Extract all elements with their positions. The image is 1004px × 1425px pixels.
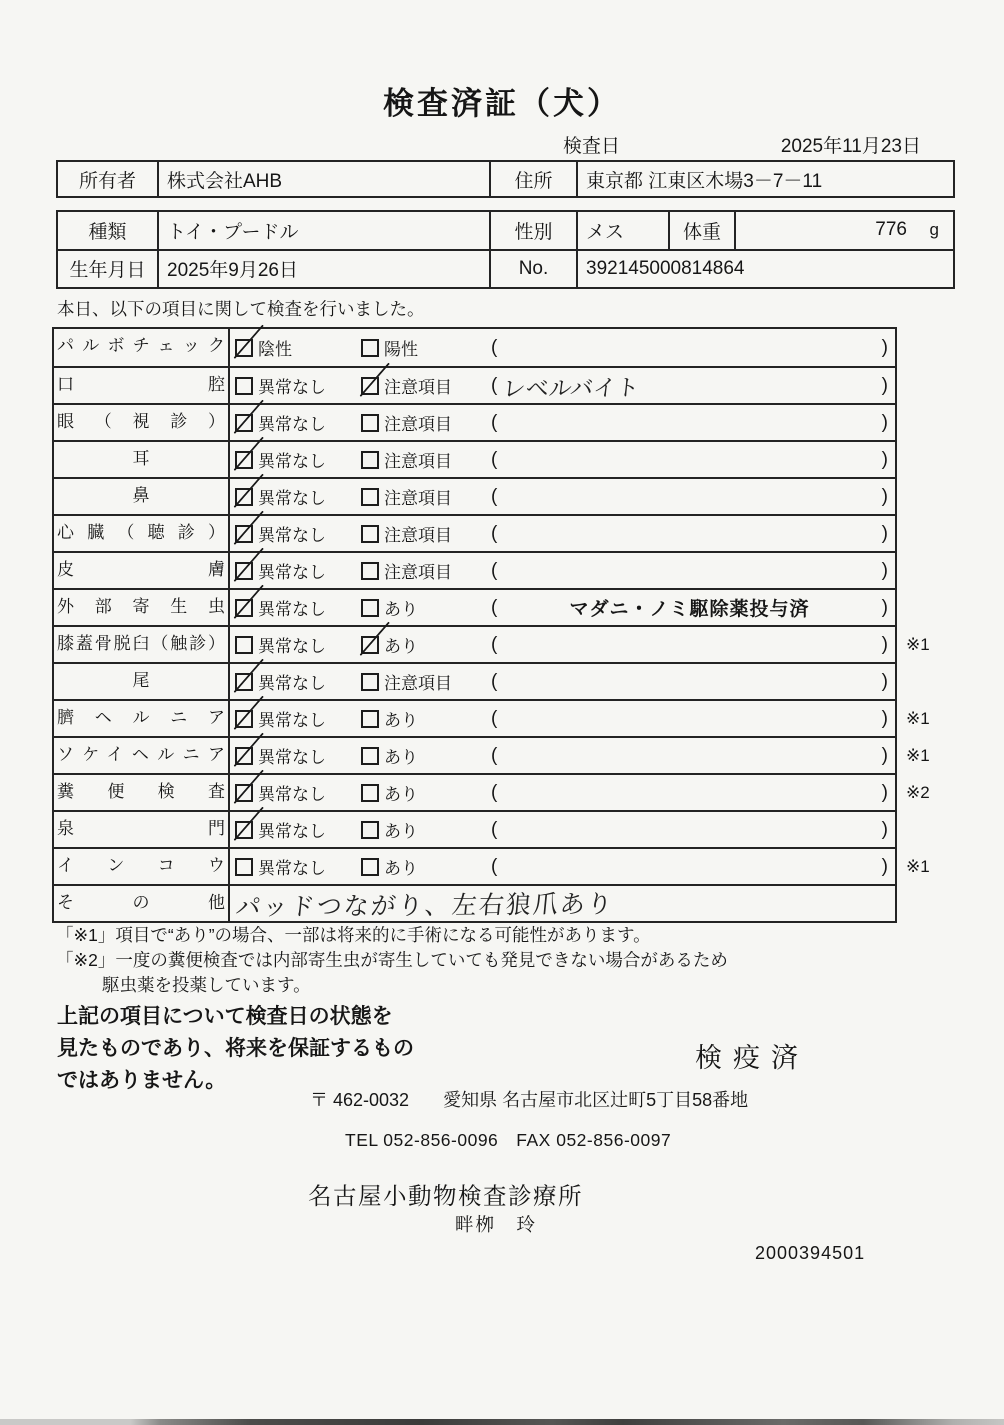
checkbox-empty-icon bbox=[361, 525, 379, 543]
option-label: 異常なし bbox=[258, 452, 326, 471]
row-label: 鼻 bbox=[54, 479, 230, 514]
option-label: 陽性 bbox=[384, 340, 418, 359]
option-label: 注意項目 bbox=[384, 452, 452, 471]
paren-open: ( bbox=[491, 818, 498, 840]
paren-open: ( bbox=[491, 744, 498, 766]
option bbox=[235, 817, 361, 842]
no-label: No. bbox=[489, 251, 576, 288]
paren-open: ( bbox=[491, 485, 498, 507]
row-content bbox=[230, 442, 895, 477]
paren-close: ) bbox=[881, 559, 888, 581]
option-label: 陰性 bbox=[258, 340, 292, 359]
footnote-2b: 駆虫薬を投薬しています。 bbox=[102, 974, 311, 995]
option bbox=[361, 854, 491, 879]
check-row bbox=[54, 736, 930, 773]
row-label: パルボチェック bbox=[54, 329, 230, 366]
checkbox-checked-icon bbox=[235, 747, 253, 765]
option bbox=[235, 743, 361, 768]
option-label: 異常なし bbox=[258, 378, 326, 397]
option-label: 異常なし bbox=[258, 748, 326, 767]
option-label: あり bbox=[384, 785, 418, 804]
option-label: あり bbox=[384, 637, 418, 656]
issuer-address bbox=[310, 1086, 748, 1112]
paren-open: ( bbox=[491, 336, 498, 358]
paren-open: ( bbox=[491, 633, 498, 655]
option-label: 注意項目 bbox=[384, 526, 452, 545]
check-row bbox=[54, 810, 895, 847]
row-ref-mark: ※2 bbox=[906, 782, 930, 802]
check-row bbox=[54, 588, 895, 625]
paren-open: ( bbox=[491, 707, 498, 729]
option bbox=[361, 817, 491, 842]
check-row bbox=[54, 514, 895, 551]
row-label: 心臓（聴診） bbox=[54, 516, 230, 551]
checkbox-checked-icon bbox=[235, 414, 253, 432]
owner-value: 株式会社AHB bbox=[157, 162, 489, 196]
paren-open: ( bbox=[491, 374, 498, 396]
check-row bbox=[54, 884, 895, 921]
paren-close: ) bbox=[881, 707, 888, 729]
option-label: 注意項目 bbox=[384, 378, 452, 397]
option bbox=[235, 632, 361, 657]
checkbox-empty-icon bbox=[361, 599, 379, 617]
quarantine-stamp: 検疫済 bbox=[695, 1043, 809, 1073]
paren-close: ) bbox=[881, 411, 888, 433]
row-label: 眼（視診） bbox=[54, 405, 230, 440]
statement-line: ではありません。 bbox=[57, 1068, 227, 1092]
option-label: 注意項目 bbox=[384, 674, 452, 693]
paren-open: ( bbox=[491, 596, 498, 618]
option bbox=[361, 706, 491, 731]
checkbox-empty-icon bbox=[361, 673, 379, 691]
option bbox=[235, 484, 361, 509]
option bbox=[361, 410, 491, 435]
option-label: 異常なし bbox=[258, 563, 326, 582]
option bbox=[235, 595, 361, 620]
option bbox=[235, 521, 361, 546]
row-label: 膝蓋骨脱臼（触診） bbox=[54, 627, 230, 662]
option-label: 異常なし bbox=[258, 674, 326, 693]
checkbox-empty-icon bbox=[235, 636, 253, 654]
option-label: 異常なし bbox=[258, 859, 326, 878]
footnotes bbox=[56, 923, 728, 998]
paren-open: ( bbox=[491, 411, 498, 433]
row-content bbox=[230, 329, 895, 366]
option bbox=[361, 743, 491, 768]
option bbox=[361, 447, 491, 472]
page-title: 検査済証（犬） bbox=[383, 86, 621, 121]
row-content bbox=[230, 627, 895, 662]
clinic-name: 名古屋小動物検査診療所 bbox=[308, 1183, 583, 1209]
checkbox-empty-icon bbox=[361, 747, 379, 765]
footnote-2: 「※2」一度の糞便検査では内部寄生虫が寄生していても発見できない場合があるため bbox=[56, 949, 728, 970]
option bbox=[235, 335, 361, 360]
checkbox-checked-icon bbox=[235, 673, 253, 691]
address-value: 東京都 江東区木場3－7－11 bbox=[576, 162, 953, 196]
row-other-note bbox=[230, 886, 895, 921]
row-content bbox=[230, 553, 895, 588]
option bbox=[361, 558, 491, 583]
row-label: 口腔 bbox=[54, 368, 230, 403]
option bbox=[235, 447, 361, 472]
paren-close: ) bbox=[881, 855, 888, 877]
row-content bbox=[230, 738, 895, 773]
no-value: 392145000814864 bbox=[576, 251, 953, 288]
option bbox=[361, 373, 491, 398]
option bbox=[361, 632, 491, 657]
address-label: 住所 bbox=[489, 162, 576, 196]
breed-label: 種類 bbox=[88, 221, 127, 243]
row-label: 外部寄生虫 bbox=[54, 590, 230, 625]
exam-date-row bbox=[0, 131, 1004, 157]
row-label: 糞便検査 bbox=[54, 775, 230, 810]
paren-close: ) bbox=[881, 448, 888, 470]
row-content bbox=[230, 812, 895, 847]
checkbox-checked-icon bbox=[235, 710, 253, 728]
check-row bbox=[54, 625, 930, 662]
exam-date-value: 2025年11月23日 bbox=[780, 136, 921, 157]
checkbox-empty-icon bbox=[361, 451, 379, 469]
paren-close: ) bbox=[881, 336, 888, 358]
checkbox-empty-icon bbox=[361, 710, 379, 728]
option-label: 異常なし bbox=[258, 637, 326, 656]
checkbox-empty-icon bbox=[235, 858, 253, 876]
check-row bbox=[54, 329, 895, 366]
checkbox-empty-icon bbox=[361, 821, 379, 839]
paren-open: ( bbox=[491, 522, 498, 544]
weight-number: 776 bbox=[875, 219, 907, 241]
checklist-table bbox=[52, 327, 930, 923]
animal-table bbox=[56, 210, 955, 289]
option bbox=[361, 484, 491, 509]
option bbox=[235, 706, 361, 731]
option bbox=[361, 780, 491, 805]
row-content bbox=[230, 516, 895, 551]
row-label: 尾 bbox=[54, 664, 230, 699]
checkbox-checked-icon bbox=[235, 784, 253, 802]
paren-close: ) bbox=[881, 485, 888, 507]
paren-open: ( bbox=[491, 448, 498, 470]
postal-code: 〒 462-0032 bbox=[310, 1090, 410, 1110]
checkbox-empty-icon bbox=[361, 858, 379, 876]
option-label: 異常なし bbox=[258, 489, 326, 508]
row-label: 泉門 bbox=[54, 812, 230, 847]
option bbox=[235, 410, 361, 435]
option-label: 異常なし bbox=[258, 526, 326, 545]
paren-close: ) bbox=[881, 744, 888, 766]
row-label: 臍ヘルニア bbox=[54, 701, 230, 736]
check-row bbox=[54, 699, 930, 736]
option bbox=[235, 558, 361, 583]
check-row bbox=[54, 403, 895, 440]
option-label: 異常なし bbox=[258, 785, 326, 804]
paren-close: ) bbox=[881, 781, 888, 803]
option-label: あり bbox=[384, 711, 418, 730]
sex-label: 性別 bbox=[489, 212, 576, 249]
row-ref-mark: ※1 bbox=[906, 745, 930, 765]
checkbox-empty-icon bbox=[361, 339, 379, 357]
weight-label: 体重 bbox=[668, 212, 734, 249]
row-label: その他 bbox=[54, 886, 230, 921]
serial-number: 2000394501 bbox=[755, 1243, 866, 1263]
checkbox-checked-icon bbox=[235, 821, 253, 839]
option-label: あり bbox=[384, 600, 418, 619]
option bbox=[235, 669, 361, 694]
option bbox=[361, 335, 491, 360]
checkbox-checked-icon bbox=[235, 562, 253, 580]
paren-open: ( bbox=[491, 559, 498, 581]
statement-line: 見たものであり、将来を保証するもの bbox=[57, 1036, 414, 1060]
checkbox-empty-icon bbox=[361, 488, 379, 506]
birth-label: 生年月日 bbox=[69, 260, 146, 282]
checkbox-empty-icon bbox=[361, 414, 379, 432]
check-row bbox=[54, 662, 895, 699]
check-row bbox=[54, 440, 895, 477]
paren-close: ) bbox=[881, 596, 888, 618]
veterinarian-name: 畔栁 玲 bbox=[455, 1214, 538, 1235]
checkbox-empty-icon bbox=[361, 784, 379, 802]
checkbox-checked-icon bbox=[235, 525, 253, 543]
exam-date-label: 検査日 bbox=[563, 136, 621, 157]
row-content bbox=[230, 849, 895, 884]
check-row bbox=[54, 773, 930, 810]
row-content bbox=[230, 664, 895, 699]
checkbox-checked-icon bbox=[235, 488, 253, 506]
option bbox=[235, 780, 361, 805]
option bbox=[361, 595, 491, 620]
address-text: 愛知県 名古屋市北区辻町5丁目58番地 bbox=[443, 1090, 749, 1110]
row-label: インコウ bbox=[54, 849, 230, 884]
row-ref-mark: ※1 bbox=[906, 708, 930, 728]
disclaimer-statement bbox=[57, 1001, 414, 1097]
row-content bbox=[230, 775, 895, 810]
scan-edge-artifact bbox=[0, 1419, 1004, 1425]
footnote-1: 「※1」項目で“あり”の場合、一部は将来的に手術になる可能性があります。 bbox=[56, 925, 651, 945]
paren-open: ( bbox=[491, 670, 498, 692]
paren-close: ) bbox=[881, 818, 888, 840]
paren-close: ) bbox=[881, 633, 888, 655]
check-row bbox=[54, 477, 895, 514]
option-label: 異常なし bbox=[258, 711, 326, 730]
weight-unit: g bbox=[929, 220, 939, 240]
checkbox-empty-icon bbox=[235, 377, 253, 395]
option-label: あり bbox=[384, 859, 418, 878]
option-label: 注意項目 bbox=[384, 489, 452, 508]
option-label: 異常なし bbox=[258, 415, 326, 434]
option bbox=[235, 854, 361, 879]
row-note: マダニ・ノミ駆除薬投与済 bbox=[569, 599, 810, 620]
paren-close: ) bbox=[881, 374, 888, 396]
checkbox-checked-icon bbox=[235, 451, 253, 469]
check-row bbox=[54, 366, 895, 403]
checkbox-checked-icon bbox=[235, 599, 253, 617]
option bbox=[235, 373, 361, 398]
owner-label: 所有者 bbox=[78, 170, 136, 192]
check-row bbox=[54, 551, 895, 588]
row-label: 耳 bbox=[54, 442, 230, 477]
option bbox=[361, 669, 491, 694]
paren-open: ( bbox=[491, 781, 498, 803]
row-ref-mark: ※1 bbox=[906, 856, 930, 876]
intro-text: 本日、以下の項目に関して検査を行いました。 bbox=[57, 299, 425, 319]
checkbox-checked-icon bbox=[361, 377, 379, 395]
option-label: 注意項目 bbox=[384, 563, 452, 582]
check-row bbox=[54, 847, 930, 884]
sex-value: メス bbox=[576, 212, 668, 249]
option-label: あり bbox=[384, 822, 418, 841]
paren-close: ) bbox=[881, 522, 888, 544]
row-content bbox=[230, 590, 895, 625]
birth-value: 2025年9月26日 bbox=[157, 251, 489, 288]
row-content bbox=[230, 368, 895, 403]
paren-close: ) bbox=[881, 670, 888, 692]
paren-open: ( bbox=[491, 855, 498, 877]
row-content bbox=[230, 405, 895, 440]
breed-value: トイ・プードル bbox=[157, 212, 489, 249]
weight-value bbox=[734, 212, 953, 249]
statement-line: 上記の項目について検査日の状態を bbox=[57, 1005, 393, 1028]
checkbox-checked-icon bbox=[361, 636, 379, 654]
row-content bbox=[230, 479, 895, 514]
option bbox=[361, 521, 491, 546]
owner-table bbox=[56, 160, 955, 198]
checkbox-checked-icon bbox=[235, 339, 253, 357]
row-label: ソケイヘルニア bbox=[54, 738, 230, 773]
handwritten-note: パッドつながり、左右狼爪あり bbox=[234, 889, 616, 922]
row-label: 皮膚 bbox=[54, 553, 230, 588]
option-label: あり bbox=[384, 748, 418, 767]
row-ref-mark: ※1 bbox=[906, 634, 930, 654]
tel-fax-line: TEL 052-856-0096 FAX 052-856-0097 bbox=[345, 1130, 672, 1150]
row-content bbox=[230, 701, 895, 736]
option-label: 異常なし bbox=[258, 600, 326, 619]
option-label: 異常なし bbox=[258, 822, 326, 841]
checkbox-empty-icon bbox=[361, 562, 379, 580]
handwritten-note: レベルバイト bbox=[501, 374, 641, 402]
option-label: 注意項目 bbox=[384, 415, 452, 434]
